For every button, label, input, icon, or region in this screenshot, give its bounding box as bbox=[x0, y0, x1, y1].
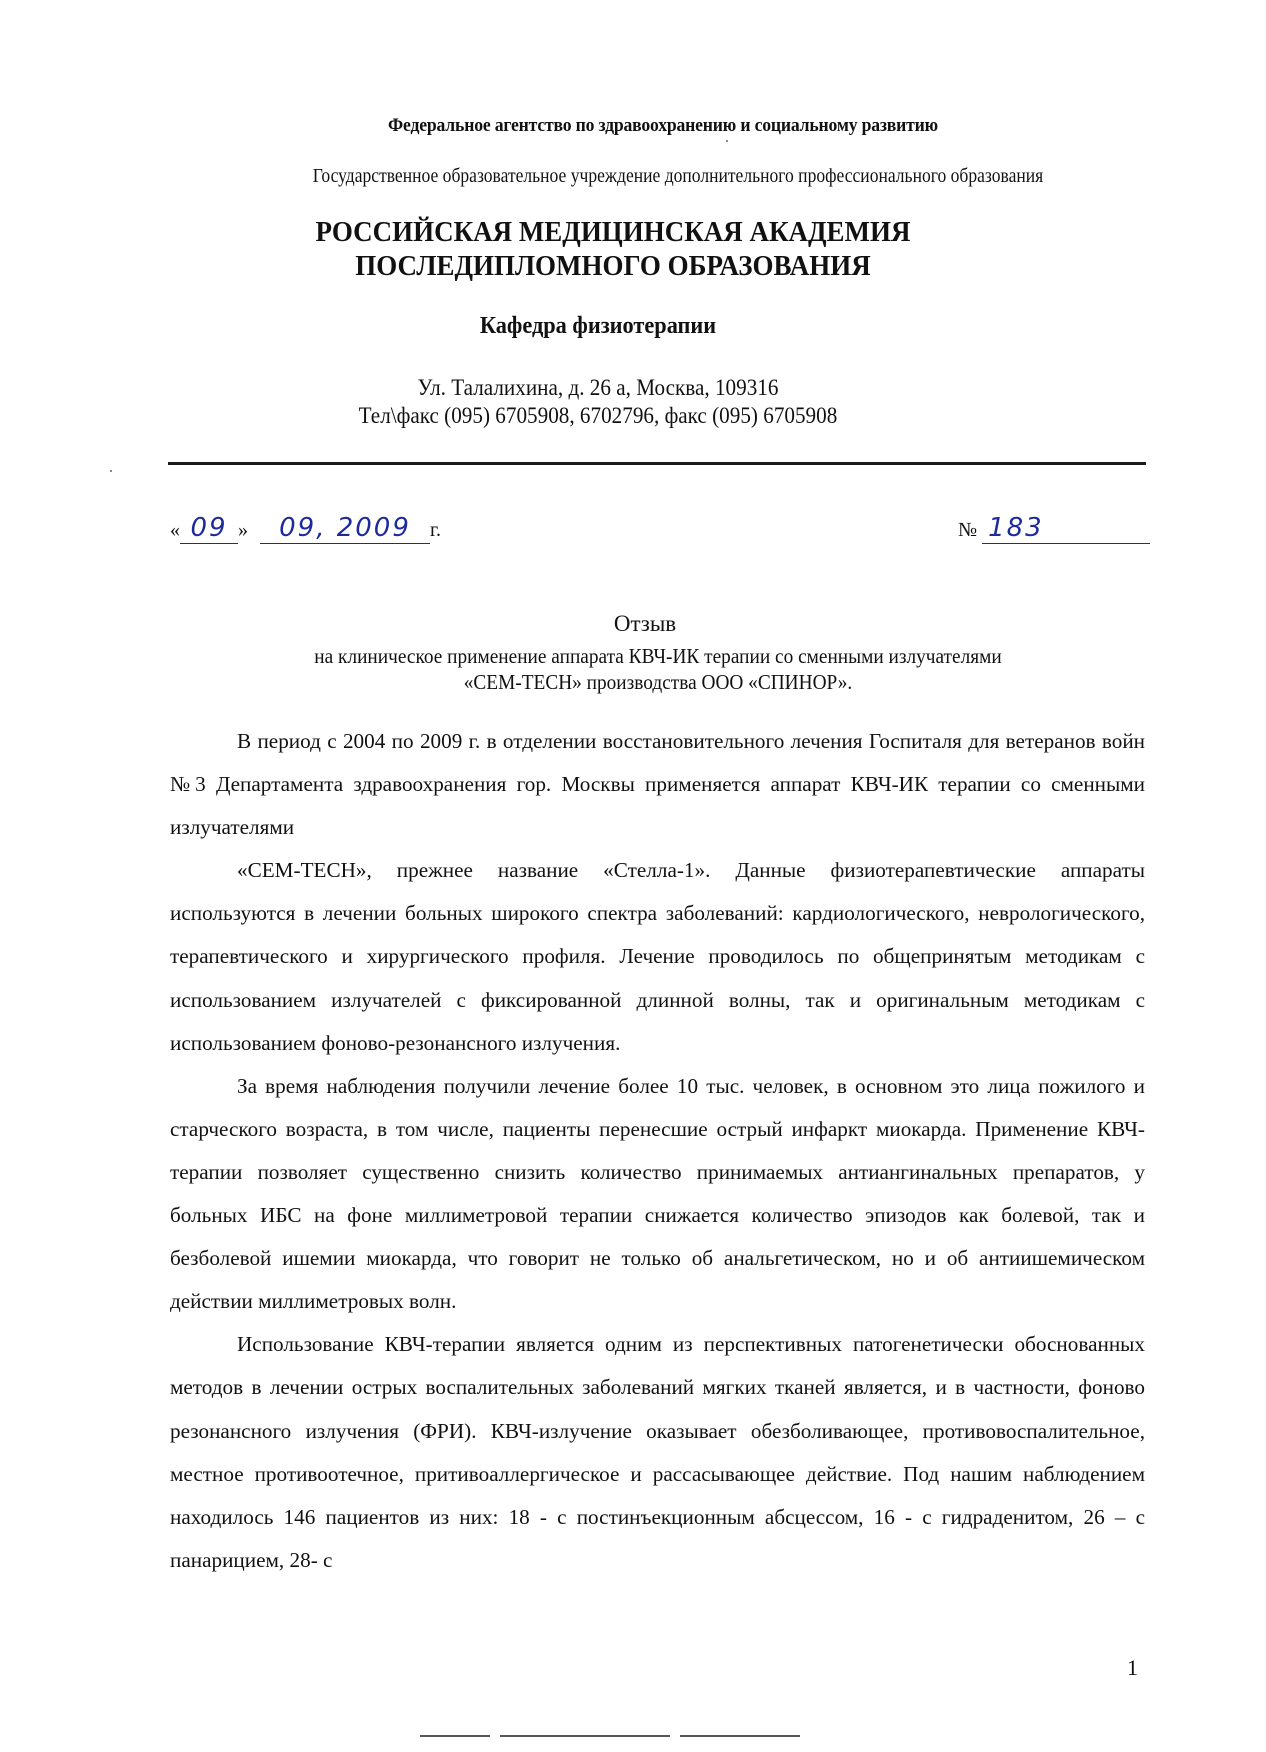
handwritten-number: 183 bbox=[988, 513, 1044, 543]
phone-fax: Тел\факс (095) 6705908, 6702796, факс (095) 6705908 bbox=[358, 403, 838, 428]
scan-artifact bbox=[420, 1735, 490, 1737]
paragraph-4: Использование КВЧ-терапии является одним из перспективных патогенетически обоснованных методов в лечении острых воспалительных заболеваний мягких тканей является, и в частности, фоново резонансного излучения (ФРИ). КВЧ-излучение оказывает обезболивающее, противовоспалительное, местное противоотечное, притивоаллергическое и рассасывающее действие. Под нашим наблюдением находилось 146 пациентов из них: 18 - с постинъекционным абсцессом, 16 - с гидраденитом, 26 – с панарицием, 28- с bbox=[170, 1332, 1145, 1572]
number-field bbox=[982, 515, 1150, 544]
date-close-quote: » bbox=[238, 519, 248, 541]
document-subtitle-line2: «СЕМ-ТЕСН» производства ООО «СПИНОР». bbox=[463, 670, 853, 694]
date-day-field bbox=[180, 515, 238, 544]
paragraph-3: За время наблюдения получили лечение более 10 тыс. человек, в основном это лица пожилого и старческого возраста, в том числе, пациенты перенесшие острый инфаркт миокарда. Применение КВЧ-терапии позволяет существенно снизить количество принимаемых антиангинальных препаратов, у больных ИБС на фоне миллиметровой терапии снижается количество эпизодов как болевой, так и безболевой ишемии миокарда, что говорит не только об анальгетическом, но и об антиишемическом действии миллиметровых волн. bbox=[170, 1073, 1145, 1314]
scan-artifact bbox=[500, 1735, 670, 1737]
scan-artifact bbox=[680, 1735, 800, 1737]
year-suffix: г. bbox=[430, 519, 441, 541]
document-date bbox=[170, 515, 441, 544]
date-month-year-field bbox=[260, 515, 430, 544]
handwritten-day: 09 bbox=[190, 513, 228, 543]
document-title: Отзыв bbox=[613, 611, 677, 636]
institution-name: Государственное образовательное учреждение дополнительного профессионального образования bbox=[312, 166, 1044, 187]
page-number: 1 bbox=[1127, 1655, 1138, 1680]
agency-name: Федеральное агентство по здравоохранению и социальному развитию bbox=[388, 115, 938, 136]
document-subtitle-line1: на клиническое применение аппарата КВЧ-ИК терапии со сменными излучателями bbox=[314, 644, 1002, 668]
document-body bbox=[170, 720, 1145, 1582]
handwritten-month-year: 09, 2009 bbox=[279, 513, 411, 543]
paragraph-2: «СЕМ-ТЕСН», прежнее название «Стелла-1». Данные физиотерапевтические аппараты используются в лечении больных широкого спектра заболеваний: кардиологического, неврологического, терапевтического и хирургического профиля. Лечение проводилось по общепринятым методикам с использованием излучателей с фиксированной длинной волны, так и оригинальным методикам с использованием фоново-резонансного излучения. bbox=[170, 858, 1145, 1055]
academy-name-line2: ПОСЛЕДИПЛОМНОГО ОБРАЗОВАНИЯ bbox=[355, 250, 871, 282]
department-name: Кафедра физиотерапии bbox=[479, 313, 717, 339]
letterhead-divider bbox=[168, 462, 1146, 465]
number-sign: № bbox=[958, 519, 978, 541]
scan-speck bbox=[726, 140, 728, 142]
postal-address: Ул. Талалихина, д. 26 а, Москва, 109316 bbox=[417, 375, 779, 400]
document-number bbox=[958, 515, 1150, 544]
academy-name-line1: РОССИЙСКАЯ МЕДИЦИНСКАЯ АКАДЕМИЯ bbox=[315, 216, 911, 248]
paragraph-1: В период с 2004 по 2009 г. в отделении восстановительного лечения Госпиталя для ветеранов войн №3 Департамента здравоохранения гор. Москвы применяется аппарат КВЧ-ИК терапии со сменными излучателями bbox=[170, 729, 1145, 840]
scan-speck bbox=[110, 470, 112, 472]
date-open-quote: « bbox=[170, 519, 180, 541]
